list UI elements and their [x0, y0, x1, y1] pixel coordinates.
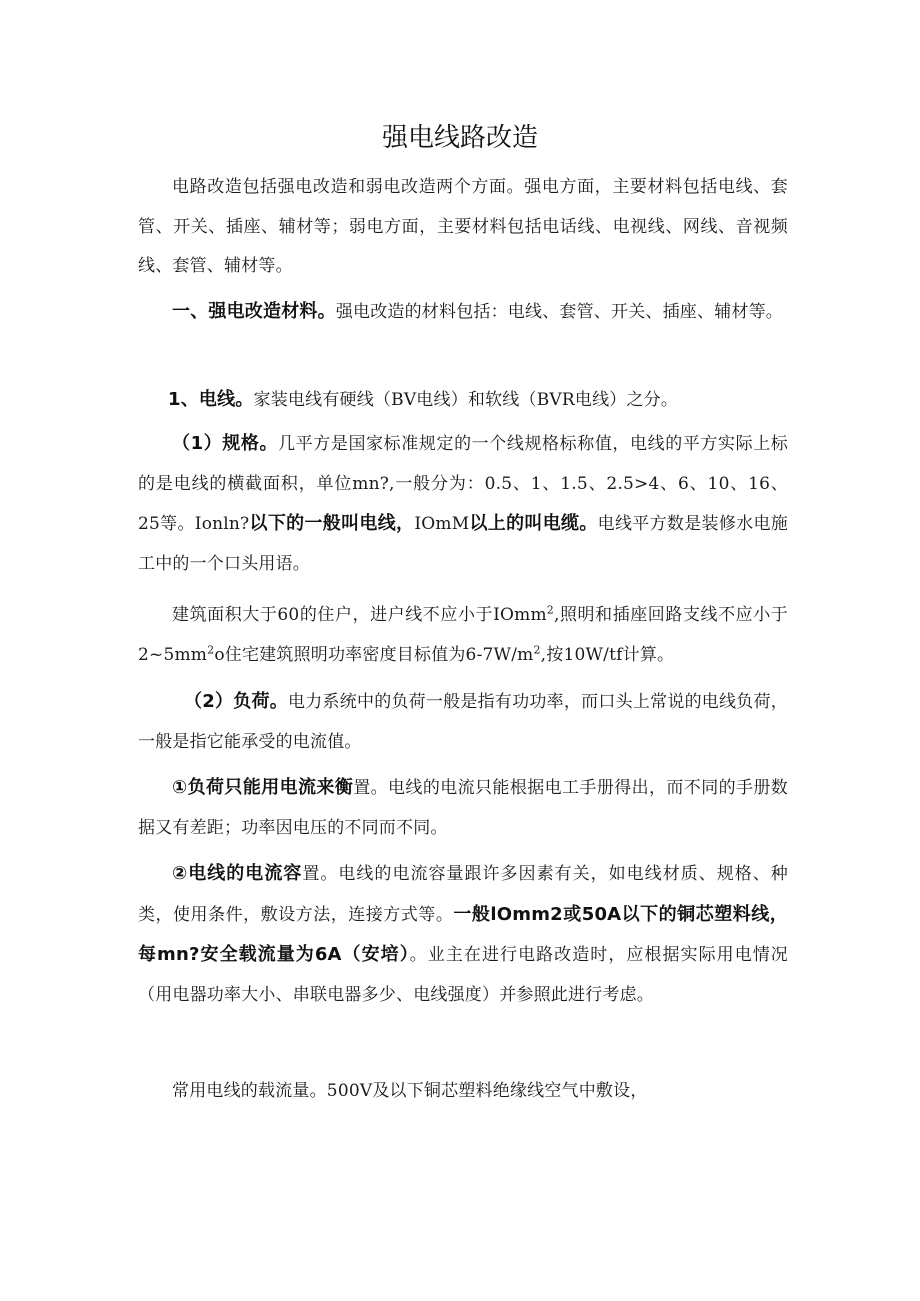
load-current-heading: ①负荷只能用电流来衡 — [172, 777, 354, 798]
superscript-a: 2 — [546, 603, 554, 617]
intro-paragraph — [138, 168, 788, 287]
current-capacity-text-a: 置。电线的电流容量跟许多因素有关，如电线材质、规格、种类，使用条件，敷设方法，连接方式等。 — [138, 864, 788, 925]
spec-bold-b: 以下的一般叫电线， — [249, 513, 415, 534]
section-one-heading: 一、强电改造材料。 — [172, 301, 336, 322]
current-capacity-bold: 一般lOmm2或50A以下的铜芯塑料线，每mn?安全载流量为6A（安培） — [138, 903, 788, 965]
spec-text-a: 几平方是国家标准规定的一个线规格标称值，电线的平方实际上标的是电线的横截面积，单位mn?,一般分为：0.5、1、1.5、2.5>4、6、10、16、25等。Ionln? — [138, 434, 788, 534]
current-capacity-heading: ②电线的电流容 — [172, 863, 303, 884]
spec-heading: （1）规格。 — [172, 433, 279, 454]
spec-text-e: 电线平方数是装修水电施工中的一个口头用语。 — [138, 514, 789, 574]
building-area-paragraph — [138, 596, 788, 675]
spec-text-c: IOmM — [414, 514, 470, 534]
intro-text: 电路改造包括强电改造和弱电改造两个方面。强电方面，主要材料包括电线、套管、开关、插座、辅材等；弱电方面，主要材料包括电话线、电视线、网线、音视频线、套管、辅材等。 — [138, 177, 788, 276]
wire-paragraph — [138, 380, 788, 421]
section-one-paragraph — [138, 292, 788, 333]
load-current-text: 置。电线的电流只能根据电工手册得出，而不同的手册数据又有差距；功率因电压的不同而不同。 — [138, 778, 788, 838]
section-one-text: 强电改造的材料包括：电线、套管、开关、插座、辅材等。 — [335, 302, 784, 322]
page-title: 强电线路改造 — [381, 123, 538, 153]
current-capacity-paragraph — [138, 854, 788, 1015]
wire-text: 家装电线有硬线（BV电线）和软线（BVR电线）之分。 — [253, 390, 679, 410]
building-text-d: ,按10W/tf计算。 — [540, 644, 675, 665]
building-text-b: ,照明和插座回路支线不应小于2~5mm — [138, 605, 788, 665]
superscript-c: 2 — [533, 642, 541, 656]
building-text-a: 建筑面积大于60的住户，进户线不应小于IOmm — [172, 605, 547, 625]
current-capacity-text-c: 。业主在进行电路改造时，应根据实际用电情况（用电器功率大小、串联电器多少、电线强度）并参照此进行考虑。 — [138, 945, 788, 1005]
load-paragraph — [138, 682, 788, 762]
ampacity-text: 常用电线的载流量。500V及以下铜芯塑料绝缘线空气中敷设， — [172, 1081, 648, 1101]
wire-heading: 1、电线。 — [168, 389, 254, 410]
load-current-paragraph — [138, 768, 788, 848]
load-heading: （2）负荷。 — [184, 691, 288, 712]
spec-bold-d: 以上的叫电缆。 — [469, 513, 598, 534]
building-text-c: o住宅建筑照明功率密度目标值为6-7W/m — [214, 644, 534, 665]
ampacity-paragraph — [138, 1072, 788, 1112]
load-text: 电力系统中的负荷一般是指有功功率，而口头上常说的电线负荷，一般是指它能承受的电流值。 — [138, 692, 788, 752]
spec-paragraph — [138, 424, 788, 584]
superscript-b: 2 — [207, 642, 215, 656]
